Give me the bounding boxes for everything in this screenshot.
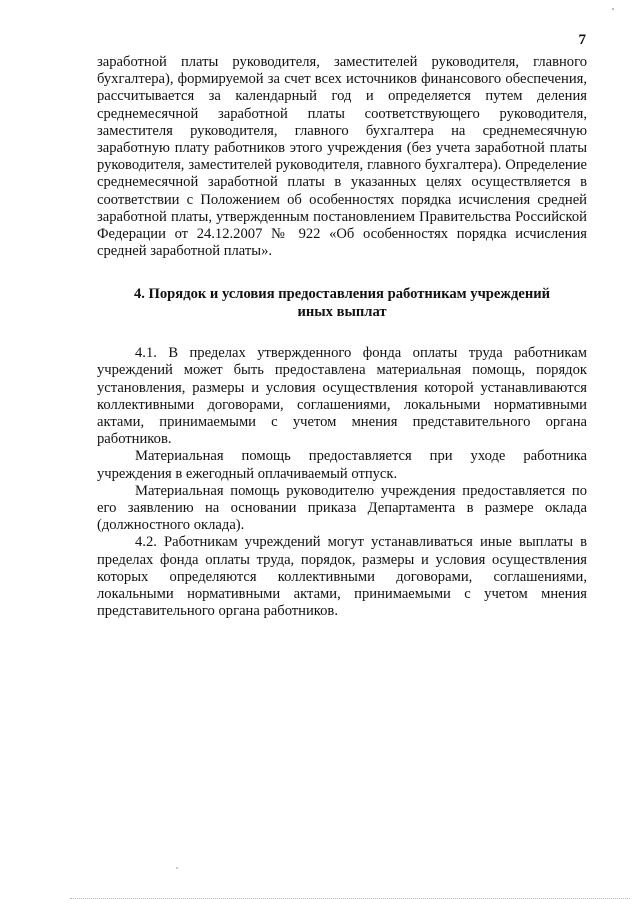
page-number: 7: [578, 32, 586, 48]
paragraph-4-2: 4.2. Работникам учреждений могут устанавливаться иные выплаты в пределах фонда оплаты труда, порядок, размеры и условия осуществления которых определяются коллективными договорами, соглашениями, локальными нормативными актами, принимаемыми с учетом мнения представительного органа работников.: [97, 534, 587, 620]
section-heading: 4. Порядок и условия предоставления работникам учреждений иных выплат: [133, 286, 551, 320]
scan-bottom-edge: [70, 895, 630, 899]
paragraph-4-1: 4.1. В пределах утвержденного фонда оплаты труда работникам учреждений может быть предоставлена материальная помощь, порядок установления, размеры и условия осуществления которой устанавливаются коллективными договорами, соглашениями, локальными нормативными актами, принимаемыми с учетом мнения представительного органа работников.: [97, 345, 587, 448]
document-body: [97, 54, 587, 621]
paragraph-material-help-director: Материальная помощь руководителю учреждения предоставляется по его заявлению на основании приказа Департамента в размере оклада (должностного оклада).: [97, 482, 587, 534]
scan-artifact-dot: [176, 867, 178, 869]
paragraph-continued: заработной платы руководителя, заместителей руководителя, главного бухгалтера), формируемой за счет всех источников финансового обеспечения, рассчитывается за календарный год и определяется путем деления среднемесячной заработной платы соответствующего руководителя, заместителя руководителя, главного бухгалтера на среднемесячную заработную плату работников этого учреждения (без учета заработной платы руководителя, заместителей руководителя, главного бухгалтера). Определение среднемесячной заработной платы в указанных целях осуществляется в соответствии с Положением об особенностях порядка исчисления средней заработной платы, утвержденным постановлением Правительства Российской Федерации от 24.12.2007 № 922 «Об особенностях порядка исчисления средней заработной платы».: [97, 54, 587, 260]
paragraph-material-help-vacation: Материальная помощь предоставляется при уходе работника учреждения в ежегодный оплачиваемый отпуск.: [97, 448, 587, 482]
scan-artifact: [612, 8, 614, 10]
